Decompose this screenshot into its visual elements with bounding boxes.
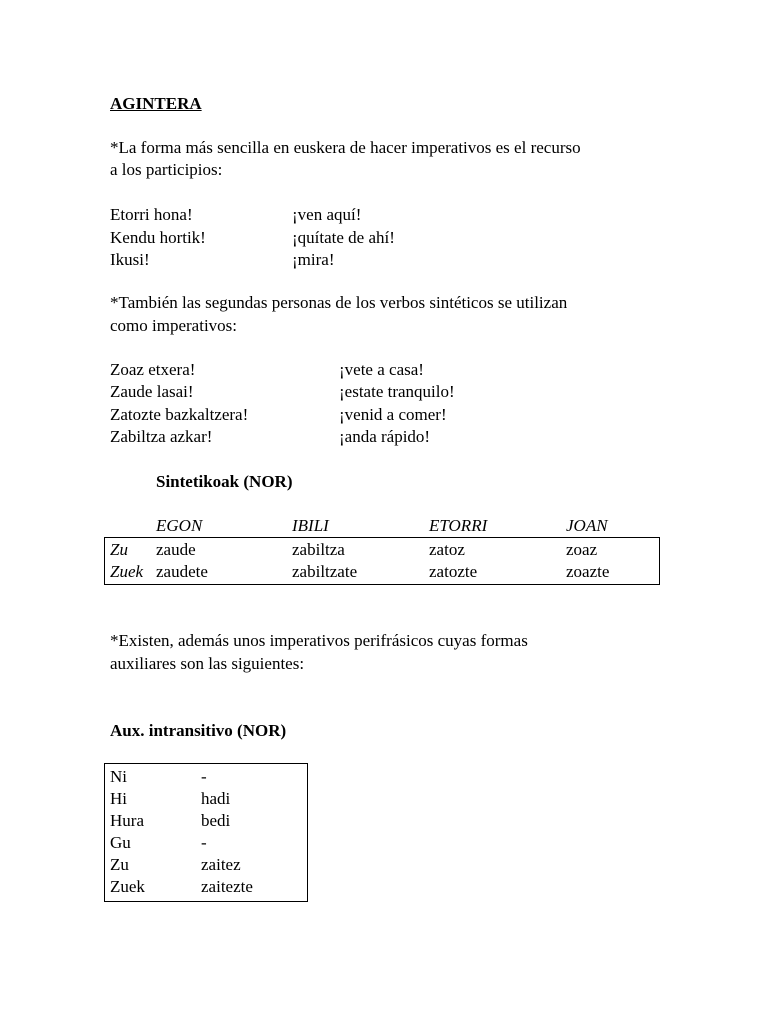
example-spanish: ¡estate tranquilo! bbox=[339, 382, 455, 401]
aux-form: hadi bbox=[201, 789, 231, 808]
aux-form: - bbox=[201, 767, 207, 786]
synthetic-cell: zatozte bbox=[429, 562, 478, 581]
intro-paragraph-2-line-2: como imperativos: bbox=[110, 316, 238, 335]
example-spanish: ¡vete a casa! bbox=[339, 360, 424, 379]
example-basque: Zabiltza azkar! bbox=[110, 427, 213, 446]
synthetic-cell: zabiltzate bbox=[292, 562, 358, 581]
synthetic-person: Zuek bbox=[110, 562, 144, 581]
aux-form: - bbox=[201, 833, 207, 852]
synthetic-person: Zu bbox=[110, 540, 128, 559]
aux-person: Gu bbox=[110, 833, 131, 852]
synthetic-col-header: EGON bbox=[156, 516, 203, 535]
example-basque: Kendu hortik! bbox=[110, 228, 206, 247]
aux-form: bedi bbox=[201, 811, 231, 830]
example-spanish: ¡anda rápido! bbox=[339, 427, 431, 446]
synthetic-cell: zoaz bbox=[566, 540, 598, 559]
synthetic-cell: zaudete bbox=[156, 562, 208, 581]
aux-person: Zu bbox=[110, 855, 129, 874]
aux-person: Ni bbox=[110, 767, 127, 786]
aux-heading: Aux. intransitivo (NOR) bbox=[110, 721, 287, 740]
example-spanish: ¡quítate de ahí! bbox=[292, 228, 395, 247]
example-spanish: ¡ven aquí! bbox=[292, 205, 362, 224]
example-basque: Zaude lasai! bbox=[110, 382, 194, 401]
example-basque: Zatozte bazkaltzera! bbox=[110, 405, 249, 424]
example-basque: Zoaz etxera! bbox=[110, 360, 196, 379]
synthetic-heading: Sintetikoak (NOR) bbox=[156, 472, 293, 491]
synthetic-cell: zoazte bbox=[566, 562, 610, 581]
synthetic-col-header: ETORRI bbox=[429, 516, 488, 535]
synthetic-col-header: IBILI bbox=[292, 516, 329, 535]
intro-paragraph-2-line-1: *También las segundas personas de los verbos sintéticos se utilizan bbox=[110, 293, 568, 312]
example-spanish: ¡mira! bbox=[292, 250, 335, 269]
synthetic-cell: zabiltza bbox=[292, 540, 345, 559]
aux-form: zaitezte bbox=[201, 877, 253, 896]
aux-person: Zuek bbox=[110, 877, 145, 896]
page-title: AGINTERA bbox=[110, 94, 202, 113]
example-spanish: ¡venid a comer! bbox=[339, 405, 447, 424]
synthetic-cell: zaude bbox=[156, 540, 196, 559]
intro-paragraph-3-line-1: *Existen, además unos imperativos perifrásicos cuyas formas bbox=[110, 631, 528, 650]
aux-person: Hura bbox=[110, 811, 144, 830]
intro-paragraph-3-line-2: auxiliares son las siguientes: bbox=[110, 654, 305, 673]
synthetic-col-header: JOAN bbox=[566, 516, 608, 535]
synthetic-cell: zatoz bbox=[429, 540, 465, 559]
intro-paragraph-1-line-2: a los participios: bbox=[110, 160, 223, 179]
example-basque: Ikusi! bbox=[110, 250, 150, 269]
intro-paragraph-1-line-1: *La forma más sencilla en euskera de hacer imperativos es el recurso bbox=[110, 138, 581, 157]
aux-person: Hi bbox=[110, 789, 127, 808]
aux-form: zaitez bbox=[201, 855, 241, 874]
example-basque: Etorri hona! bbox=[110, 205, 193, 224]
